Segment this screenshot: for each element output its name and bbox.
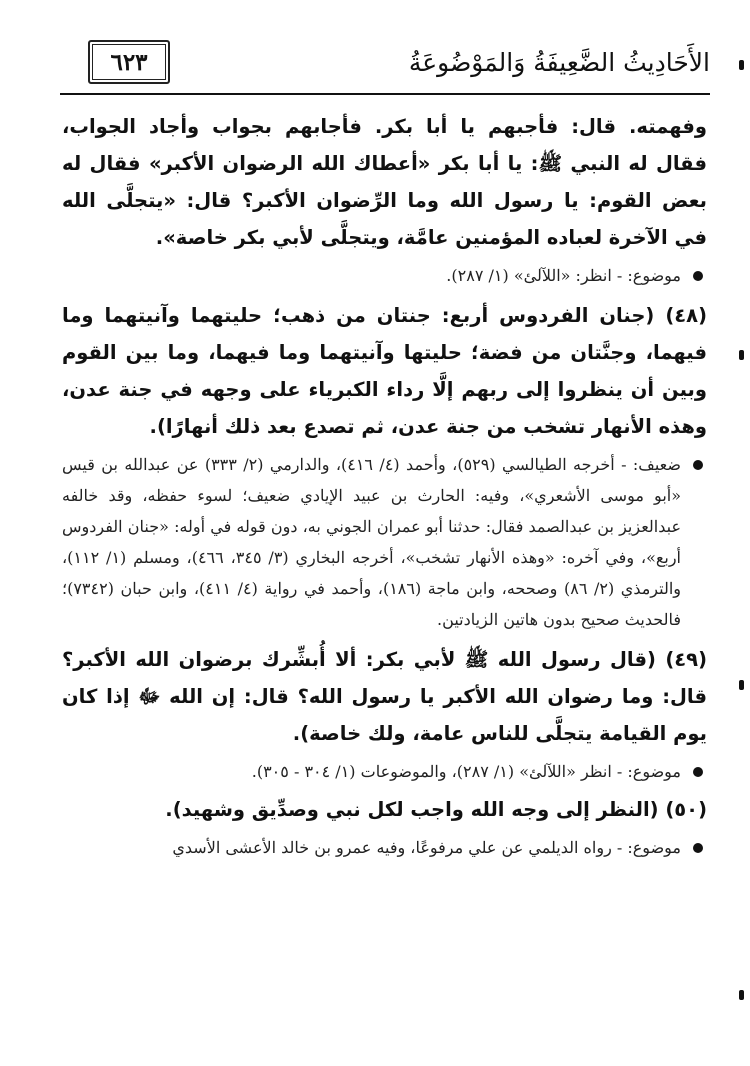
grading-note-text: موضوع: - انظر: «اللآلئ» (١/ ٢٨٧). [446, 266, 681, 285]
hadith-continuation: وفهمته. قال: فأجبهم يا أبا بكر. فأجابهم بجواب وأجاد الجواب، فقال له النبي ﷺ: يا أبا بكر «أعطاك الله الرضوان الأكبر» فقال له بعض القوم: يا رسول الله وما الرِّضوان الأكبر؟ قال: «يتجلَّى الله في الآخرة لعباده المؤمنين عامَّة، ويتجلَّى لأبي بكر خاصة». [62, 115, 707, 249]
scan-edge-mark [739, 680, 744, 690]
grading-note [62, 449, 707, 635]
bullet-icon [693, 843, 703, 853]
page-header [60, 40, 710, 90]
bullet-icon [693, 271, 703, 281]
hadith-50: (٥٠) (النظر إلى وجه الله واجب لكل نبي وصدِّيق وشهيد). [165, 798, 707, 821]
grading-note-text: موضوع: - انظر «اللآلئ» (١/ ٢٨٧)، والموضوعات (١/ ٣٠٤ - ٣٠٥). [251, 762, 681, 781]
grading-note [62, 260, 707, 291]
running-title: الأَحَادِيثُ الضَّعِيفَةُ وَالمَوْضُوعَةُ [408, 48, 710, 77]
grading-note [62, 756, 707, 787]
grading-note [62, 832, 707, 863]
grading-note-text: موضوع: - رواه الديلمي عن علي مرفوعًا، وفيه عمرو بن خالد الأعشى الأسدي [172, 838, 681, 857]
hadith-48: (٤٨) (جنان الفردوس أربع: جنتان من ذهب؛ حليتهما وآنيتهما وما فيهما، وجنَّتان من فضة؛ حليتها وآنيتهما وما فيهما، وما بين القوم وبين أن ينظروا إلى ربهم إلَّا رداء الكبرياء على وجهه في جنة عدن، وهذه الأنهار تشخب من جنة عدن، ثم تصدع بعد ذلك أنهارًا). [62, 304, 707, 438]
bullet-icon [693, 460, 703, 470]
page-body [62, 108, 707, 863]
scan-edge-mark [739, 60, 744, 70]
scan-edge-mark [739, 990, 744, 1000]
page-number-badge: ٦٢٣ [88, 40, 170, 84]
hadith-49: (٤٩) (قال رسول الله ﷺ لأبي بكر: ألا أُبشِّرك برضوان الله الأكبر؟ قال: وما رضوان الله الأكبر يا رسول الله؟ قال: إن الله ﷻ إذا كان يوم القيامة يتجلَّى للناس عامة، ولك خاصة). [62, 648, 707, 745]
grading-note-text: ضعيف: - أخرجه الطيالسي (٥٢٩)، وأحمد (٤/ ٤١٦)، والدارمي (٢/ ٣٣٣) عن عبدالله بن قيس «أبو موسى الأشعري»، وفيه: الحارث بن عبيد الإيادي ضعيف؛ لسوء حفظه، وقد خالفه عبدالعزيز بن عبدالصمد فقال: حدثنا أبو عمران الجوني به، دون قوله في أوله: «جنان الفردوس أربع»، وفي آخره: «وهذه الأنهار تشخب»، أخرجه البخاري (٣/ ٣٤٥، ٤٦٦)، ومسلم (١/ ١١٢)، والترمذي (٢/ ٨٦) وصححه، وابن ماجة (١٨٦)، وأحمد في رواية (٤/ ٤١١)، وابن حبان (٧٣٤٢)؛ فالحديث صحيح بدون هاتين الزيادتين. [62, 455, 682, 629]
bullet-icon [693, 767, 703, 777]
header-divider [60, 93, 710, 95]
scan-edge-mark [739, 350, 744, 360]
